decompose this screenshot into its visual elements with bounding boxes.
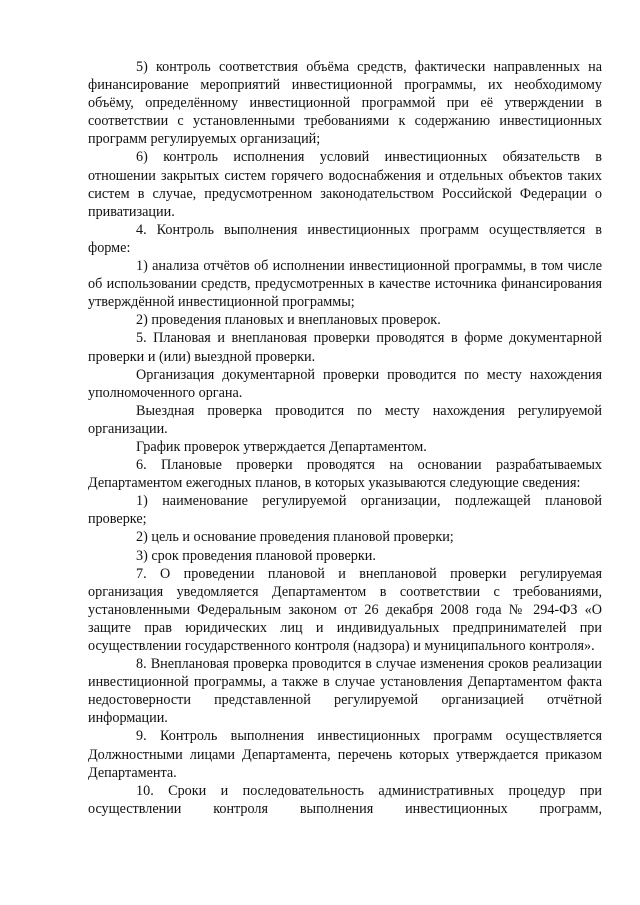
- paragraph-4-control-forms: 4. Контроль выполнения инвестиционных программ осуществляется в форме:: [88, 221, 602, 256]
- paragraph-10-terms: 10. Сроки и последовательность административных процедур при осуществлении контроля выполнения инвестиционных программ,: [88, 782, 602, 817]
- paragraph-8-unscheduled: 8. Внеплановая проверка проводится в случае изменения сроков реализации инвестиционной программы, а также в случае установления Департаментом факта недостоверности представленной регулируемой организацией отчётной информации.: [88, 656, 602, 727]
- paragraph-6-annual-plans: 6. Плановые проверки проводятся на основании разрабатываемых Департаментом ежегодных планов, в которых указываются следующие сведения:: [88, 457, 602, 492]
- paragraph-6-3-term: 3) срок проведения плановой проверки.: [136, 547, 376, 564]
- paragraph-6-obligations-control: 6) контроль исполнения условий инвестиционных обязательств в отношении закрытых систем горячего водоснабжения и отдельных объектов таких систем в случае, предусмотренном законодательством Российской Федерации о приватизации.: [88, 149, 602, 220]
- paragraph-9-officials: 9. Контроль выполнения инвестиционных программ осуществляется Должностными лицами Департамента, перечень которых утверждается приказом Департамента.: [88, 728, 602, 781]
- paragraph-schedule-approval: График проверок утверждается Департаментом.: [136, 438, 427, 455]
- paragraph-onsite-location: Выездная проверка проводится по месту нахождения регулируемой организации.: [88, 402, 602, 437]
- document-page: [88, 58, 602, 818]
- paragraph-4-1-report-analysis: 1) анализа отчётов об исполнении инвестиционной программы, в том числе об использовании средств, предусмотренных в качестве источника финансирования утверждённой инвестиционной программы;: [88, 258, 602, 311]
- paragraph-6-1-organization-name: 1) наименование регулируемой организации, подлежащей плановой проверке;: [88, 493, 602, 528]
- paragraph-5-inspection-forms: 5. Плановая и внеплановая проверки проводятся в форме документарной проверки и (или) выездной проверки.: [88, 330, 602, 365]
- paragraph-documentary-location: Организация документарной проверки проводится по месту нахождения уполномоченного органа.: [88, 366, 602, 401]
- paragraph-5-volume-control: 5) контроль соответствия объёма средств, фактически направленных на финансирование мероприятий инвестиционной программы, их необходимому объёму, определённому инвестиционной программой при её утверждении в соответствии с установленными требованиями к содержанию инвестиционных программ регулируемых организаций;: [88, 59, 602, 148]
- paragraph-4-2-inspections: 2) проведения плановых и внеплановых проверок.: [136, 312, 441, 329]
- paragraph-7-notification: 7. О проведении плановой и внеплановой проверки регулируемая организация уведомляется Департаментом в соответствии с требованиями, установленными Федеральным законом от 26 декабря 2008 года № 294-ФЗ «О защите прав юридических лиц и индивидуальных предпринимателей при осуществлении государственного контроля (надзора) и муниципального контроля».: [88, 565, 602, 654]
- paragraph-6-2-purpose: 2) цель и основание проведения плановой проверки;: [136, 529, 454, 546]
